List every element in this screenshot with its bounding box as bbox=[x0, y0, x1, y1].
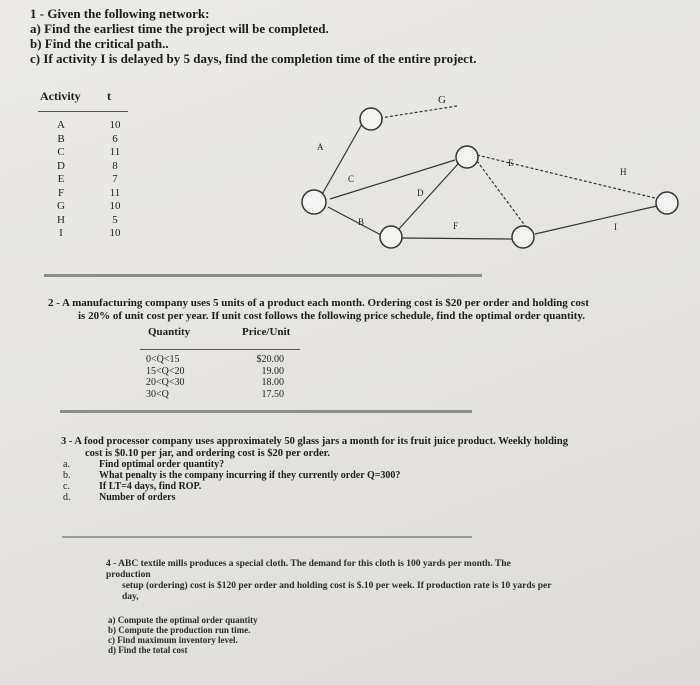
q4-line-3: setup (ordering) cost is $120 per order and holding cost is $.10 per week. If production rate is 10 yards per bbox=[122, 581, 552, 591]
question-3 bbox=[61, 436, 568, 459]
q4-line-4: day, bbox=[122, 592, 139, 602]
divider-3 bbox=[62, 536, 472, 538]
label-H: H bbox=[620, 167, 627, 177]
label-C: C bbox=[348, 174, 355, 184]
q2-quantity-column bbox=[146, 354, 185, 400]
activity-cell: I bbox=[59, 227, 63, 239]
activity-cell: D bbox=[57, 159, 65, 172]
q1-title: 1 - Given the following network: bbox=[30, 6, 210, 21]
question-2 bbox=[48, 297, 589, 322]
network-node-2 bbox=[360, 108, 382, 130]
q1-part-b: b) Find the critical path.. bbox=[30, 36, 169, 51]
activity-cell: H bbox=[57, 213, 65, 226]
q2-price-cell: $20.00 bbox=[256, 354, 284, 365]
q3-line-1: 3 - A food processor company uses approximately 50 glass jars a month for its fruit juice product. Weekly holding bbox=[61, 436, 568, 447]
divider-2 bbox=[60, 410, 472, 413]
q2-quantity-cell: 15<Q<20 bbox=[146, 365, 185, 377]
time-header: t bbox=[107, 89, 111, 103]
label-A: A bbox=[317, 142, 324, 152]
q3-items bbox=[63, 459, 400, 503]
q3-line-2: cost is $0.10 per jar, and ordering cost is $20 per order. bbox=[85, 447, 330, 459]
q2-col-price: Price/Unit bbox=[242, 326, 291, 338]
q4-items bbox=[108, 615, 258, 655]
time-cell: 11 bbox=[109, 146, 121, 158]
edge-E bbox=[477, 161, 529, 231]
q2-price-cell: 18.00 bbox=[261, 377, 284, 388]
q2-line-1: 2 - A manufacturing company uses 5 units of a product each month. Ordering cost is $20 per order and holding cost bbox=[48, 297, 589, 309]
q2-col-quantity: Quantity bbox=[148, 326, 191, 338]
activity-cell: F bbox=[57, 186, 65, 199]
q4-line-1: 4 - ABC textile mills produces a special cloth. The demand for this cloth is 100 yards per month. The bbox=[106, 559, 511, 569]
q1-part-a: a) Find the earliest time the project will be completed. bbox=[30, 21, 329, 36]
q3-item-b: b. What penalty is the company incurring if they currently order Q=300? bbox=[63, 470, 401, 481]
activity-cell: G bbox=[57, 200, 65, 212]
time-cell: 10 bbox=[109, 119, 121, 131]
q2-price-column bbox=[246, 354, 284, 400]
edge-I bbox=[535, 206, 657, 234]
time-cell: 10 bbox=[109, 227, 121, 239]
activity-cell: B bbox=[57, 132, 65, 145]
time-cell: 5 bbox=[112, 213, 118, 226]
network-diagram bbox=[0, 0, 700, 280]
label-B: B bbox=[358, 217, 365, 227]
q4-item: b) Compute the production run time. bbox=[108, 625, 251, 635]
activity-cell: A bbox=[57, 119, 65, 131]
edge-A bbox=[320, 124, 362, 198]
edge-G bbox=[380, 106, 457, 118]
edge-B bbox=[328, 207, 381, 235]
q2-price-cell: 19.00 bbox=[261, 365, 284, 377]
q3-item-d: d. Number of orders bbox=[63, 492, 176, 503]
q4-item: c) Find maximum inventory level. bbox=[108, 635, 238, 645]
label-G: G bbox=[438, 94, 446, 106]
label-F: F bbox=[453, 221, 459, 231]
q4-item: a) Compute the optimal order quantity bbox=[108, 615, 258, 625]
network-node-4 bbox=[380, 226, 402, 248]
network-node-3 bbox=[456, 146, 478, 168]
q4-line-2: production bbox=[106, 570, 151, 580]
q3-item-c: c. If LT=4 days, find ROP. bbox=[63, 481, 202, 492]
q4-item: d) Find the total cost bbox=[108, 645, 188, 655]
network-node-5 bbox=[512, 226, 534, 248]
q2-quantity-cell: 0<Q<15 bbox=[146, 354, 180, 365]
time-cell: 6 bbox=[112, 132, 118, 145]
network-node-6 bbox=[656, 192, 678, 214]
time-cell: 11 bbox=[109, 186, 121, 199]
label-E: E bbox=[508, 158, 514, 168]
q2-quantity-cell: 20<Q<30 bbox=[146, 377, 185, 388]
question-4 bbox=[106, 559, 551, 603]
activity-header: Activity bbox=[40, 89, 81, 103]
label-D: D bbox=[417, 188, 424, 198]
q2-quantity-cell: 30<Q bbox=[146, 388, 169, 400]
q2-price-cell: 17.50 bbox=[261, 388, 284, 400]
time-cell: 10 bbox=[109, 200, 121, 212]
time-cell: 8 bbox=[112, 159, 118, 172]
activity-cell: E bbox=[57, 173, 65, 185]
q2-line-2: is 20% of unit cost per year. If unit cost follows the following price schedule, find the optimal order quantity. bbox=[78, 309, 586, 322]
time-cell: 7 bbox=[112, 173, 118, 185]
q3-item-a: a. Find optimal order quantity? bbox=[63, 459, 225, 470]
divider-1 bbox=[44, 274, 482, 277]
activity-cell: C bbox=[57, 146, 65, 158]
edge-H bbox=[477, 155, 655, 198]
edge-D bbox=[398, 164, 458, 230]
price-table-top-rule bbox=[140, 349, 300, 350]
label-I: I bbox=[614, 222, 617, 232]
network-node-1 bbox=[302, 190, 326, 214]
edge-F bbox=[402, 238, 512, 239]
q1-part-c: c) If activity I is delayed by 5 days, find the completion time of the entire project. bbox=[30, 51, 477, 66]
